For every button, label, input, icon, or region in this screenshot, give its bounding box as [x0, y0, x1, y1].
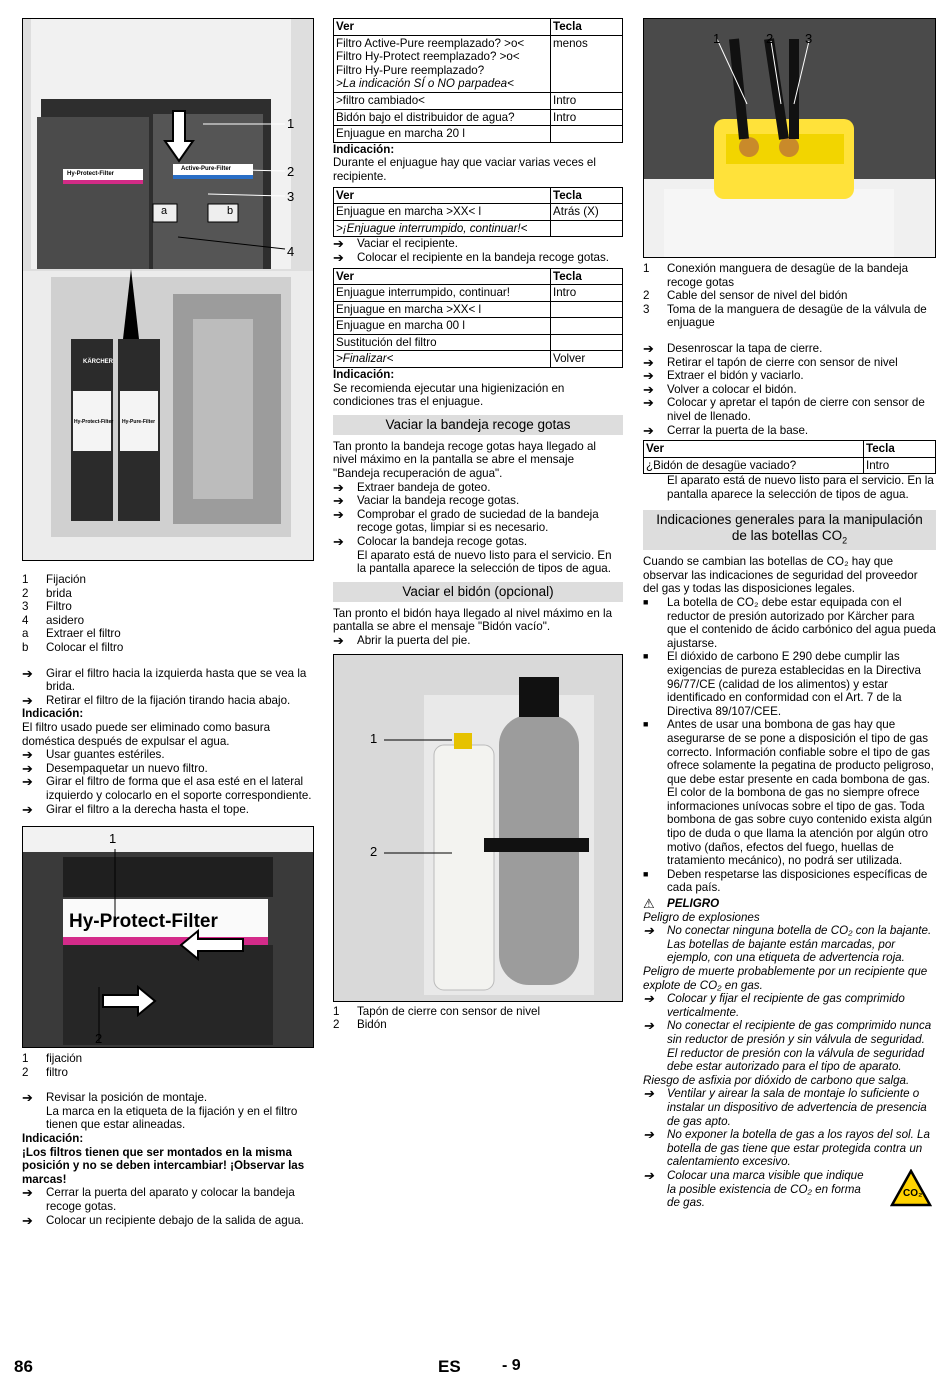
filter-closeup-illustration: [23, 827, 313, 1048]
arrow-icon: ➔: [333, 249, 344, 265]
step: ➔ Vaciar el recipiente.: [333, 236, 458, 252]
step: ➔ Cerrar la puerta del aparato y colocar la bandeja recoge gotas.: [22, 1185, 295, 1214]
table-display-2: [333, 187, 623, 238]
step: ➔ Cerrar la puerta de la base.: [643, 422, 809, 438]
callout-4: 4: [287, 244, 295, 259]
legend-item: b Colocar el filtro: [22, 640, 124, 654]
step: ➔ Colocar una marca visible que indique la posible existencia de CO₂ en forma de gas.: [643, 1167, 864, 1210]
step: ➔ Ventilar y airear la sala de montaje lo suficiente o instalar un dispositivo de advertencia de presencia de gas apto.: [643, 1086, 927, 1128]
section-heading-drip-tray: Vaciar la bandeja recoge gotas: [333, 415, 623, 435]
column-left: [22, 18, 314, 1227]
arrow-icon: ➔: [333, 236, 344, 252]
table-header: Ver Tecla: [644, 441, 936, 458]
legend-item: 1 fijación: [22, 1052, 83, 1066]
arrow-icon: ➔: [643, 422, 654, 438]
arrow-icon: ➔: [643, 1167, 654, 1183]
step: ➔ Desenroscar la tapa de cierre.: [643, 340, 823, 356]
note-text: Durante el enjuague hay que vaciar varias veces el recipiente.: [333, 156, 596, 183]
note-title: Indicación:: [333, 368, 395, 382]
callout-2: 2: [370, 843, 378, 859]
arrow-label-a: a: [161, 205, 168, 217]
callout-2: 2: [95, 1031, 103, 1047]
language-code: ES: [438, 1357, 461, 1376]
note-text: Se recomienda ejecutar una higienización en condiciones tras el enjuague.: [333, 381, 565, 409]
arrow-icon: ➔: [22, 1090, 33, 1106]
canister-cap-illustration: [644, 19, 935, 258]
arrow-icon: ➔: [333, 493, 344, 509]
table-display-3: [333, 268, 623, 369]
table-row: Enjuague interrumpido, continuar! Intro: [334, 285, 623, 302]
arrow-icon: ➔: [643, 381, 654, 397]
step: ➔ Desempaquetar un nuevo filtro.: [22, 760, 208, 776]
danger-text: Peligro de explosiones: [643, 910, 760, 924]
step: ➔ Vaciar la bandeja recoge gotas.: [333, 493, 520, 509]
label-hy-protect-2: Hy-Protect-Filter: [74, 419, 114, 425]
bullet: ■ Antes de usar una bombona de gas hay que asegurarse de se pone a disposición el tipo de gas correcto. Información confiable sobre el tipo de gas ofrece solamente la pegatina de producto peligroso, que debe estar presente en cada bombona de gas. El color de la bombona de gas no siempre ofrece informaciones unívocas sobre el tipo de gas. Toda bombona de gas sobre cuyo contenido exista algún tipo de duda o que llama la atención por algún otro motivo (daños, efectos del fuego, huellas de tratamiento mecánico), no podrá ser utilizada.: [643, 718, 934, 868]
arrow-icon: ➔: [643, 395, 654, 411]
step: ➔ No conectar ninguna botella de CO₂ con la bajante. Las botellas de bajante están marcadas, por ejemplo, con una etiqueta de advertencia roja.: [643, 923, 932, 965]
arrow-icon: ➔: [643, 354, 654, 370]
filter-illustration: [23, 19, 314, 561]
callout-3: 3: [805, 31, 813, 46]
step: ➔ Volver a colocar el bidón.: [643, 381, 797, 397]
filter-photo-2: [22, 826, 314, 1048]
step: ➔ Extraer el bidón y vaciarlo.: [643, 368, 804, 384]
legend-item: 4 asidero: [22, 613, 85, 627]
arrow-icon: ➔: [643, 340, 654, 356]
paragraph: Cuando se cambian las botellas de CO₂ hay que observar las indicaciones de seguridad del proveedor del gas y todas las disposiciones legales.: [643, 555, 918, 596]
table-display-1: [333, 18, 623, 143]
label-hy-protect: Hy-Protect-Filter: [67, 171, 115, 177]
table-row: >Finalizar< Volver: [334, 351, 623, 368]
danger-text: Riesgo de asfixia por dióxido de carbono que salga.: [643, 1073, 910, 1087]
step: ➔ Usar guantes estériles.: [22, 747, 165, 763]
label-active-pure: Active-Pure-Filter: [181, 166, 232, 172]
canister-photo: [333, 654, 623, 1002]
legend-item: a Extraer el filtro: [22, 627, 121, 641]
arrow-icon: ➔: [22, 774, 33, 790]
table-row: Enjuague en marcha 20 l: [334, 126, 623, 143]
arrow-icon: ➔: [643, 991, 654, 1007]
table-display-4: [643, 440, 936, 474]
step: ➔ Colocar el recipiente en la bandeja recoge gotas.: [333, 249, 610, 265]
arrow-icon: ➔: [22, 1185, 33, 1201]
square-bullet-icon: ■: [643, 651, 649, 662]
warning-icon: ⚠: [643, 896, 655, 912]
legend-item: 2 filtro: [22, 1065, 68, 1079]
table-row: Enjuague en marcha >XX< l Atrás (X): [334, 204, 623, 221]
legend-item: 1 Fijación: [22, 573, 86, 586]
step: ➔ Colocar un recipiente debajo de la salida de agua.: [22, 1212, 304, 1228]
legend-item: 1 Conexión manguera de desagüe de la bandeja recoge gotas: [643, 262, 909, 289]
step: ➔ Extraer bandeja de goteo.: [333, 479, 491, 495]
step-detail: El aparato está de nuevo listo para el servicio. En la pantalla aparece la selección de tipos de agua.: [667, 474, 934, 501]
column-right: [643, 18, 936, 1210]
step: ➔ Girar el filtro a la derecha hasta el tope.: [22, 801, 249, 817]
arrow-icon: ➔: [643, 923, 654, 939]
legend-1: [22, 573, 314, 655]
arrow-icon: ➔: [22, 1212, 33, 1228]
canister-cap-photo: [643, 18, 936, 258]
table-row: ¿Bidón de desagüe vaciado? Intro: [644, 457, 936, 474]
step: ➔ Retirar el tapón de cierre con sensor de nivel: [643, 354, 898, 370]
arrow-icon: ➔: [333, 506, 344, 522]
note-title: Indicación:: [22, 707, 84, 721]
filter-photo-1: [22, 18, 314, 561]
co2-step-wrap: [643, 1169, 936, 1210]
step: ➔ Revisar la posición de montaje.: [22, 1090, 208, 1106]
table-header: Ver Tecla: [334, 19, 623, 36]
arrow-icon: ➔: [22, 692, 33, 708]
paragraph: Tan pronto el bidón haya llegado al nivel máximo en la pantalla se abre el mensaje "Bidón vacío".: [333, 606, 613, 634]
paragraph: Tan pronto la bandeja recoge gotas haya llegado al nivel máximo en la pantalla se abre el mensaje "Bandeja recuperación de agua".: [333, 439, 596, 481]
step-detail: El aparato está de nuevo listo para el servicio. En la pantalla aparece la selección de tipos de agua.: [357, 548, 612, 576]
co2-warning-sign-icon: CO₂: [890, 1169, 932, 1207]
step: ➔ Colocar la bandeja recoge gotas.: [333, 534, 528, 549]
danger-heading: ⚠ PELIGRO: [643, 896, 720, 912]
arrow-icon: ➔: [643, 1018, 654, 1034]
callout-2: 2: [287, 164, 295, 179]
arrow-icon: ➔: [22, 760, 33, 776]
arrow-icon: ➔: [333, 479, 344, 495]
legend-item: 2 brida: [22, 586, 72, 600]
step: ➔ Retirar el filtro de la fijación tirando hacia abajo.: [22, 692, 291, 708]
table-row: Bidón bajo el distribuidor de agua? Intro: [334, 109, 623, 126]
callout-1: 1: [109, 831, 117, 847]
callout-2: 2: [766, 31, 774, 46]
step: ➔ Abrir la puerta del pie.: [333, 632, 471, 648]
legend-item: 1 Tapón de cierre con sensor de nivel: [333, 1004, 541, 1018]
table-row: Enjuague en marcha >XX< l: [334, 301, 623, 318]
table-row: Filtro Active-Pure reemplazado? >o< Filtro Hy-Protect reemplazado? >o< Filtro Hy-Pure reemplazado? >La indicación SÍ o NO parpadea< menos: [334, 35, 623, 92]
label-hy-pure: Hy-Pure-Filter: [122, 419, 156, 425]
square-bullet-icon: ■: [643, 719, 649, 730]
step: ➔ Girar el filtro hacia la izquierda hasta que se vea la brida.: [22, 665, 307, 694]
note-text: El filtro usado puede ser eliminado como basura doméstica después de expulsar el agua.: [22, 720, 271, 748]
square-bullet-icon: ■: [643, 868, 649, 879]
legend-item: 2 Bidón: [333, 1018, 387, 1032]
step: ➔ Comprobar el grado de suciedad de la bandeja recoge gotas, limpiar si es necesario.: [333, 506, 599, 535]
arrow-icon: ➔: [333, 534, 344, 549]
label-karcher: KÄRCHER: [83, 359, 113, 365]
step: ➔ Girar el filtro de forma que el asa esté en el lateral izquierdo y colocarlo en el soporte correspondiente.: [22, 774, 312, 802]
table-row: Enjuague en marcha 00 l: [334, 318, 623, 335]
table-row: >filtro cambiado< Intro: [334, 92, 623, 109]
callout-3: 3: [287, 189, 295, 204]
legend-item: 3 Toma de la manguera de desagüe de la válvula de enjuague: [643, 302, 927, 330]
label-hy-protect-closeup: Hy-Protect-Filter: [69, 911, 218, 933]
table-header: Ver Tecla: [334, 187, 623, 204]
step: ➔ No conectar el recipiente de gas comprimido nunca sin reductor de presión y sin válvula de seguridad. El reductor de presión con la válvula de seguridad debe estar autorizado para el tipo de aparato.: [643, 1018, 932, 1074]
legend-item: 2 Cable del sensor de nivel del bidón: [643, 289, 848, 303]
note-title: Indicación:: [22, 1132, 84, 1146]
sub-page-number: - 9: [502, 1357, 521, 1374]
danger-text: Peligro de muerte probablemente por un recipiente que explote de CO₂ en gas.: [643, 965, 928, 992]
step: ➔ No exponer la botella de gas a los rayos del sol. La botella de gas tiene que estar protegida contra un calentamiento excesivo.: [643, 1127, 930, 1169]
arrow-label-b: b: [227, 205, 234, 217]
canister-illustration: [334, 655, 622, 1002]
step-detail: La marca en la etiqueta de la fijación y en el filtro tienen que estar alineadas.: [46, 1104, 298, 1132]
section-heading-co2: Indicaciones generales para la manipulación de las botellas $CO_2$: [643, 510, 936, 551]
step: ➔ Colocar y apretar el tapón de cierre con sensor de nivel de llenado.: [643, 395, 925, 423]
arrow-icon: ➔: [643, 1127, 654, 1143]
arrow-icon: ➔: [333, 632, 344, 648]
bullet: ■ Deben respetarse las disposiciones específicas de cada país.: [643, 867, 928, 895]
arrow-icon: ➔: [643, 1086, 654, 1102]
page-number: 86: [14, 1357, 33, 1376]
bullet: ■ La botella de CO₂ debe estar equipada con el reductor de presión autorizado por Kärcher para que el contenido de ácido carbónico del agua pueda ajustarse.: [643, 595, 936, 650]
callout-1: 1: [370, 730, 378, 746]
arrow-icon: ➔: [22, 665, 33, 681]
arrow-icon: ➔: [22, 747, 33, 763]
arrow-icon: ➔: [643, 368, 654, 384]
section-heading-canister: Vaciar el bidón (opcional): [333, 582, 623, 602]
note-text: ¡Los filtros tienen que ser montados en la misma posición y no se deben intercambiar! ¡Observar las marcas!: [22, 1145, 305, 1186]
bullet: ■ El dióxido de carbono E 290 debe cumplir las exigencias de pureza establecidas en la Directiva 96/77/CE (calidad de los alimentos) y estar identificado en conformidad con el Art. 7 de la Directiva 89/107/CEE.: [643, 650, 921, 718]
table-row: >¡Enjuague interrumpido, continuar!<: [334, 220, 623, 237]
table-header: Ver Tecla: [334, 268, 623, 285]
square-bullet-icon: ■: [643, 596, 649, 607]
arrow-icon: ➔: [22, 801, 33, 817]
column-middle: [333, 18, 623, 1032]
callout-1: 1: [287, 116, 295, 131]
callout-1: 1: [713, 31, 721, 46]
legend-item: 3 Filtro: [22, 600, 72, 614]
table-row: Sustitución del filtro: [334, 334, 623, 351]
step: ➔ Colocar y fijar el recipiente de gas comprimido verticalmente.: [643, 991, 905, 1019]
note-title: Indicación:: [333, 142, 395, 156]
